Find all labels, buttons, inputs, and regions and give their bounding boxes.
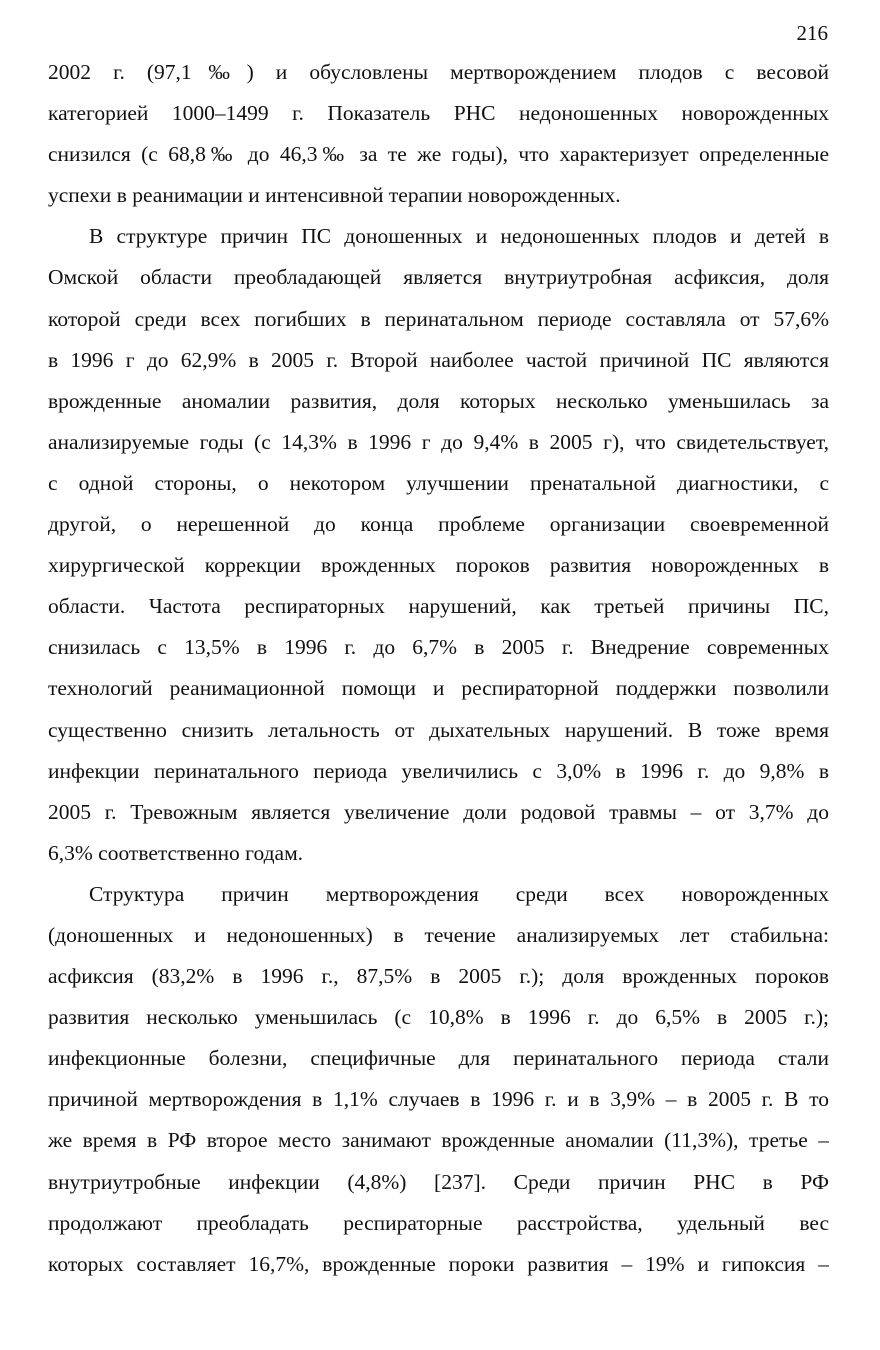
text-line: с одной стороны, о некотором улучшении пренатальной диагностики, с	[48, 470, 829, 495]
text-line: инфекции перинатального периода увеличились с 3,0% в 1996 г. до 9,8% в	[48, 758, 829, 783]
text-line: причиной мертворождения в 1,1% случаев в 1996 г. и в 3,9% – в 2005 г. В то	[48, 1087, 829, 1112]
text-line: врожденные аномалии развития, доля которых несколько уменьшилась за	[48, 388, 829, 413]
text-line: 6,3% соответственно годам.	[48, 840, 304, 865]
text-line: технологий реанимационной помощи и респираторной поддержки позволили	[48, 676, 829, 701]
text-line: успехи в реанимации и интенсивной терапии новорожденных.	[48, 183, 621, 208]
text-line: снизилась с 13,5% в 1996 г. до 6,7% в 2005 г. Внедрение современных	[48, 635, 829, 660]
text-line: которой среди всех погибших в перинатальном периоде составляла от 57,6%	[48, 306, 829, 331]
text-line: снизился (с 68,8‰ до 46,3‰ за те же годы), что характеризует определенные	[48, 142, 829, 167]
text-line: внутриутробные инфекции (4,8%) [237]. Среди причин РНС в РФ	[48, 1169, 829, 1194]
text-line: В структуре причин ПС доношенных и недоношенных плодов и детей в	[89, 224, 829, 249]
text-line: которых составляет 16,7%, врожденные пороки развития – 19% и гипоксия –	[48, 1251, 829, 1276]
text-line: в 1996 г до 62,9% в 2005 г. Второй наиболее частой причиной ПС являются	[48, 347, 829, 372]
text-line: существенно снизить летальность от дыхательных нарушений. В тоже время	[48, 717, 829, 742]
text-line: категорией 1000–1499 г. Показатель РНС недоношенных новорожденных	[48, 101, 829, 126]
text-line: асфиксия (83,2% в 1996 г., 87,5% в 2005 г.); доля врожденных пороков	[48, 964, 829, 989]
text-line: (доношенных и недоношенных) в течение анализируемых лет стабильна:	[48, 922, 829, 947]
body-text	[48, 52, 829, 1285]
text-line: области. Частота респираторных нарушений, как третьей причины ПС,	[48, 594, 829, 619]
text-line: Омской области преобладающей является внутриутробная асфиксия, доля	[48, 265, 829, 290]
text-line: другой, о нерешенной до конца проблеме организации своевременной	[48, 512, 829, 537]
text-line: хирургической коррекции врожденных пороков развития новорожденных в	[48, 553, 829, 578]
text-line: Структура причин мертворождения среди всех новорожденных	[89, 881, 829, 906]
text-line: анализируемые годы (с 14,3% в 1996 г до 9,4% в 2005 г), что свидетельствует,	[48, 429, 829, 454]
text-line: развития несколько уменьшилась (с 10,8% в 1996 г. до 6,5% в 2005 г.);	[48, 1005, 829, 1030]
text-line: 2005 г. Тревожным является увеличение доли родовой травмы – от 3,7% до	[48, 799, 829, 824]
text-line: продолжают преобладать респираторные расстройства, удельный вес	[48, 1210, 829, 1235]
text-line: 2002 г. (97,1‰) и обусловлены мертворождением плодов с весовой	[48, 60, 829, 84]
text-line: инфекционные болезни, специфичные для перинатального периода стали	[48, 1046, 829, 1071]
page-number: 216	[796, 21, 828, 45]
text-line: же время в РФ второе место занимают врожденные аномалии (11,3%), третье –	[48, 1128, 829, 1153]
